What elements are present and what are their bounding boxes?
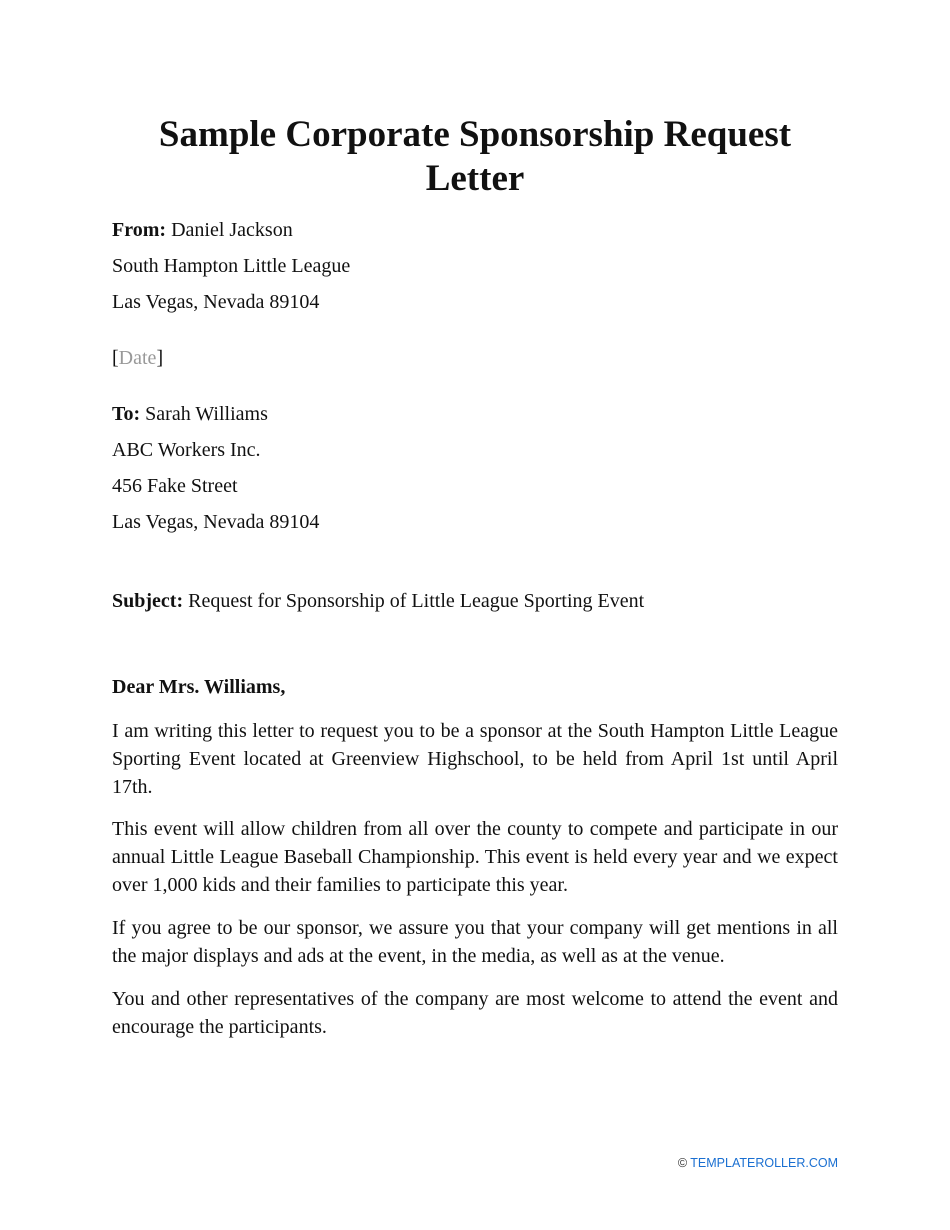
recipient-company: ABC Workers Inc.: [112, 439, 261, 461]
subject-text: Request for Sponsorship of Little League Sporting Event: [188, 590, 645, 612]
recipient-street: 456 Fake Street: [112, 475, 238, 497]
sender-organization: South Hampton Little League: [112, 255, 351, 277]
subject-label: Subject:: [112, 590, 184, 612]
date-open-bracket: [: [112, 347, 119, 369]
salutation: [112, 675, 285, 699]
copyright-symbol: ©: [677, 1156, 688, 1170]
templateroller-link[interactable]: TEMPLATEROLLER.COM: [690, 1156, 838, 1170]
body-paragraph-2: This event will allow children from all over the county to compete and participate in our annual Little League Baseball Championship. This event is held every year and we expect over 1,000 kids and their families to participate this year.: [112, 818, 838, 896]
footer-credit: [678, 1155, 838, 1171]
body-paragraph-3: If you agree to be our sponsor, we assure you that your company will get mentions in all the major displays and ads at the event, in the media, as well as at the venue.: [112, 917, 838, 967]
date-placeholder: Date: [118, 347, 157, 369]
recipient-name-line: [112, 402, 268, 426]
salutation-text: Dear Mrs. Williams,: [112, 676, 286, 698]
recipient-name: Sarah Williams: [145, 403, 268, 425]
body-paragraph-1: I am writing this letter to request you to be a sponsor at the South Hampton Little League Sporting Event located at Greenview Highschool, to be held from April 1st until April 17th.: [112, 720, 838, 798]
to-label: To:: [112, 403, 141, 425]
document-title: Sample Corporate Sponsorship Request Letter: [158, 114, 792, 199]
sender-name-line: [112, 218, 293, 242]
body-paragraph-4: You and other representatives of the company are most welcome to attend the event and encourage the participants.: [112, 988, 838, 1038]
sender-name: Daniel Jackson: [171, 219, 293, 241]
from-label: From:: [112, 219, 167, 241]
date-close-bracket: ]: [156, 347, 164, 369]
subject-line: [112, 589, 644, 613]
date-line: [112, 346, 163, 370]
sender-address: Las Vegas, Nevada 89104: [112, 291, 320, 313]
recipient-address: Las Vegas, Nevada 89104: [112, 511, 320, 533]
